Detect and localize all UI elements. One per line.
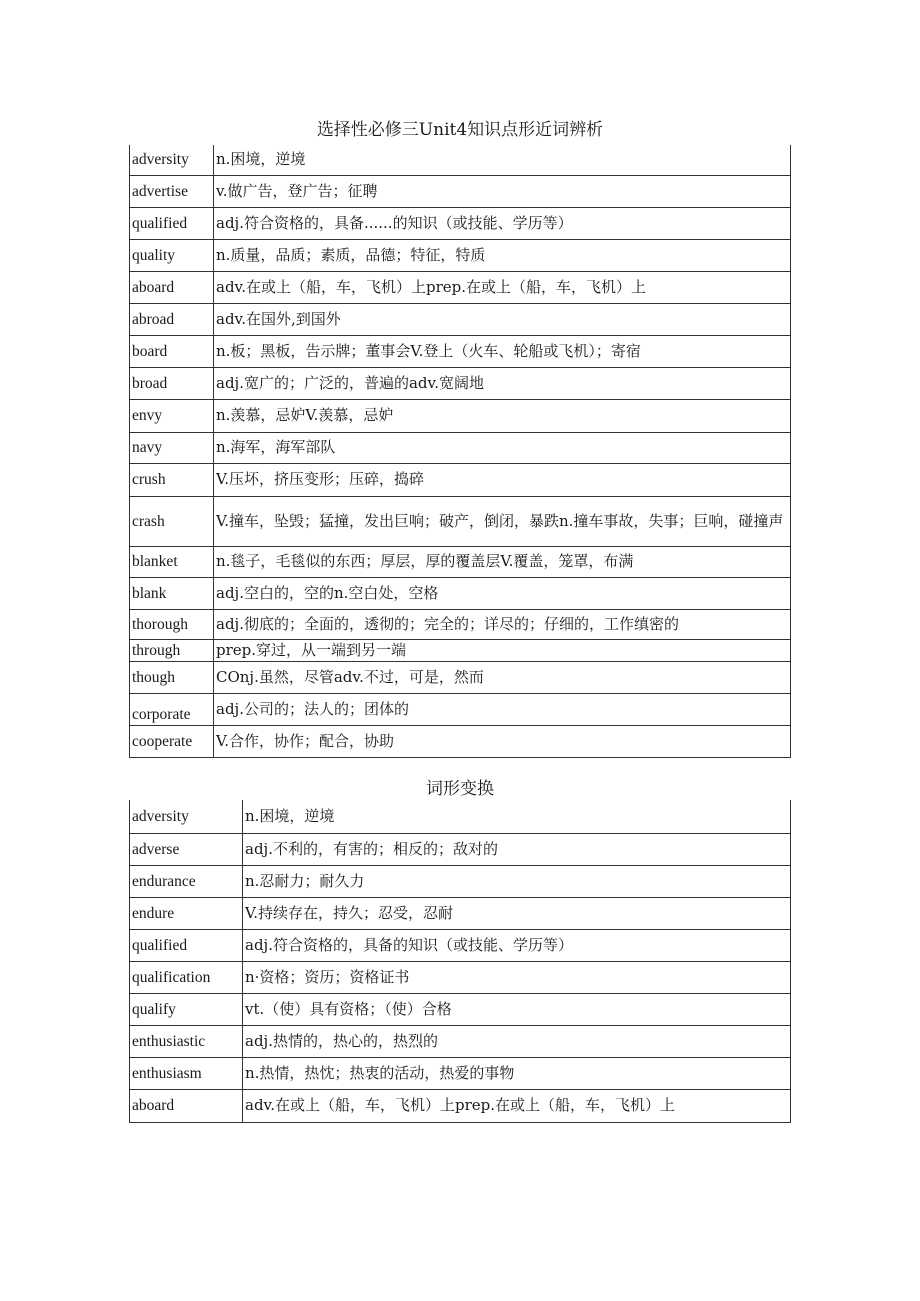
table-row xyxy=(130,303,791,335)
table-row xyxy=(130,1025,791,1057)
table-row xyxy=(130,929,791,961)
word-cell: board xyxy=(130,335,214,367)
table-row xyxy=(130,463,791,496)
table-row xyxy=(130,367,791,399)
word-cell: enthusiasm xyxy=(130,1057,243,1089)
meaning-cell: n.热情，热忱；热衷的活动，热爱的事物 xyxy=(243,1057,791,1089)
meaning-cell: n.羡慕，忌妒V.羡慕，忌妒 xyxy=(214,399,791,432)
word-cell: thorough xyxy=(130,609,214,639)
word-cell: adversity xyxy=(130,800,243,833)
table-row xyxy=(130,335,791,367)
table-row xyxy=(130,639,791,661)
meaning-cell: n.质量，品质；素质，品德；特征，特质 xyxy=(214,239,791,271)
meaning-cell: n.困境，逆境 xyxy=(214,145,791,175)
meaning-cell: v.做广告，登广告；征聘 xyxy=(214,175,791,207)
word-cell: through xyxy=(130,639,214,661)
table-row xyxy=(130,1089,791,1122)
table-row xyxy=(130,1057,791,1089)
meaning-cell: V.压坏，挤压变形；压碎，捣碎 xyxy=(214,463,791,496)
meaning-cell: n.毯子，毛毯似的东西；厚层，厚的覆盖层V.覆盖，笼罩，布满 xyxy=(214,546,791,577)
word-cell: adversity xyxy=(130,145,214,175)
meaning-cell: adv.在国外,到国外 xyxy=(214,303,791,335)
word-cell: qualification xyxy=(130,961,243,993)
word-cell: endurance xyxy=(130,865,243,897)
meaning-cell: adv.在或上（船，车，飞机）上prep.在或上（船，车，飞机）上 xyxy=(214,271,791,303)
word-cell: qualified xyxy=(130,929,243,961)
meaning-cell: adj.彻底的；全面的，透彻的；完全的；详尽的；仔细的，工作缜密的 xyxy=(214,609,791,639)
table-row xyxy=(130,693,791,725)
meaning-cell: adv.在或上（船，车，飞机）上prep.在或上（船，车，飞机）上 xyxy=(243,1089,791,1122)
word-cell: abroad xyxy=(130,303,214,335)
word-cell: crash xyxy=(130,496,214,546)
word-cell: crush xyxy=(130,463,214,496)
table-row xyxy=(130,577,791,609)
table-row xyxy=(130,207,791,239)
word-cell: advertise xyxy=(130,175,214,207)
meaning-cell: adj.热情的，热心的，热烈的 xyxy=(243,1025,791,1057)
table-row xyxy=(130,496,791,546)
table-row xyxy=(130,993,791,1025)
table-row xyxy=(130,725,791,757)
similar-words-table xyxy=(129,145,791,758)
word-cell: endure xyxy=(130,897,243,929)
meaning-cell: n.海军，海军部队 xyxy=(214,432,791,463)
table-row xyxy=(130,833,791,865)
table-row xyxy=(130,609,791,639)
table-row xyxy=(130,432,791,463)
meaning-cell: adj.公司的；法人的；团体的 xyxy=(214,693,791,725)
word-cell: qualified xyxy=(130,207,214,239)
meaning-cell: V.持续存在，持久；忍受，忍耐 xyxy=(243,897,791,929)
meaning-cell: V.合作，协作；配合，协助 xyxy=(214,725,791,757)
table-row xyxy=(130,399,791,432)
word-cell: corporate xyxy=(130,693,214,725)
table-row xyxy=(130,961,791,993)
word-cell: envy xyxy=(130,399,214,432)
table-row xyxy=(130,271,791,303)
meaning-cell: COnj.虽然，尽管adv.不过，可是，然而 xyxy=(214,661,791,693)
table-row xyxy=(130,145,791,175)
meaning-cell: vt.（使）具有资格；（使）合格 xyxy=(243,993,791,1025)
meaning-cell: adj.符合资格的，具备的知识（或技能、学历等） xyxy=(243,929,791,961)
section-title-similar-words: 选择性必修三Unit4知识点形近词辨析 xyxy=(316,120,604,140)
word-cell: adverse xyxy=(130,833,243,865)
word-cell: broad xyxy=(130,367,214,399)
meaning-cell: n.忍耐力；耐久力 xyxy=(243,865,791,897)
meaning-cell: adj.空白的，空的n.空白处，空格 xyxy=(214,577,791,609)
word-cell: though xyxy=(130,661,214,693)
meaning-cell: n.板；黑板，告示牌；董事会V.登上（火车、轮船或飞机）；寄宿 xyxy=(214,335,791,367)
section-title-word-forms: 词形变换 xyxy=(426,779,494,799)
meaning-cell: prep.穿过，从一端到另一端 xyxy=(214,639,791,661)
meaning-cell: adj.宽广的；广泛的，普遍的adv.宽阔地 xyxy=(214,367,791,399)
meaning-cell: n·资格；资历；资格证书 xyxy=(243,961,791,993)
table-row xyxy=(130,661,791,693)
table-row xyxy=(130,800,791,833)
word-cell: aboard xyxy=(130,1089,243,1122)
word-cell: quality xyxy=(130,239,214,271)
meaning-cell: adj.符合资格的，具备......的知识（或技能、学历等） xyxy=(214,207,791,239)
table-row xyxy=(130,239,791,271)
word-cell: aboard xyxy=(130,271,214,303)
table-row xyxy=(130,865,791,897)
word-cell: blanket xyxy=(130,546,214,577)
word-cell: navy xyxy=(130,432,214,463)
meaning-cell: adj.不利的，有害的；相反的；敌对的 xyxy=(243,833,791,865)
word-cell: qualify xyxy=(130,993,243,1025)
table-row xyxy=(130,897,791,929)
word-cell: blank xyxy=(130,577,214,609)
table-row xyxy=(130,175,791,207)
meaning-cell: V.撞车，坠毁；猛撞，发出巨响；破产，倒闭，暴跌n.撞车事故，失事；巨响，碰撞声 xyxy=(214,496,791,546)
meaning-cell: n.困境，逆境 xyxy=(243,800,791,833)
word-cell: cooperate xyxy=(130,725,214,757)
word-cell: enthusiastic xyxy=(130,1025,243,1057)
table-row xyxy=(130,546,791,577)
word-forms-table xyxy=(129,800,791,1123)
